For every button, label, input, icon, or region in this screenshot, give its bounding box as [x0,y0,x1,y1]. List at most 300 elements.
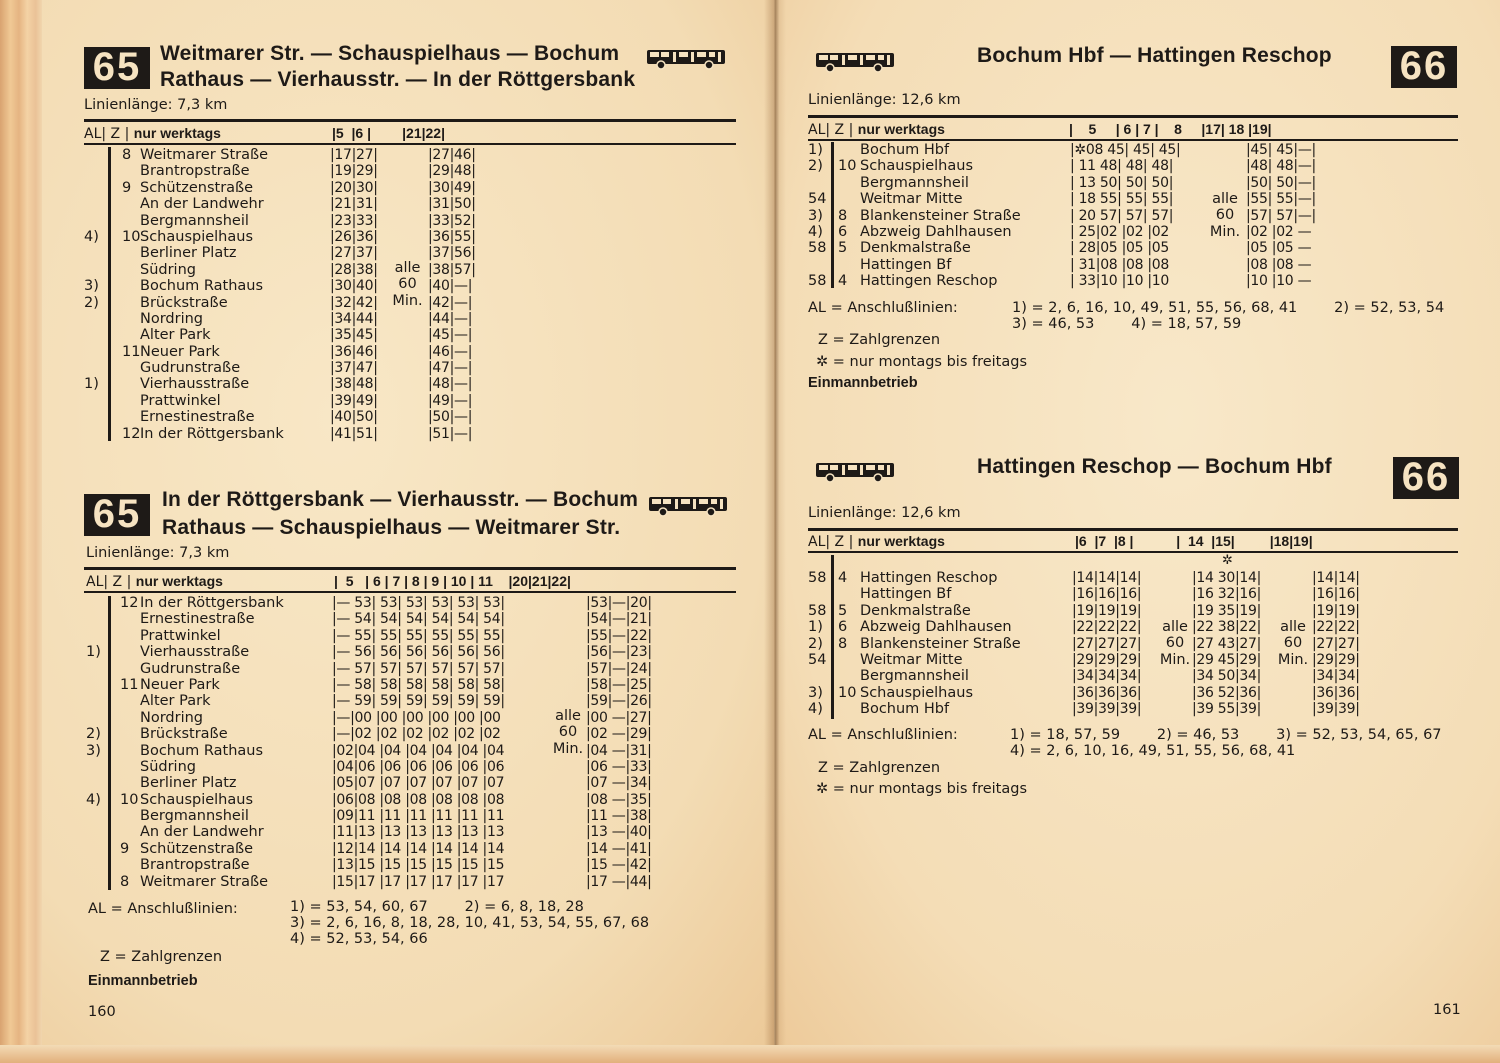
interval-unit: Min. [1277,651,1309,668]
route-title-line2: Rathaus — Schauspielhaus — Weitmarer Str. [162,516,621,539]
fare-zone: 9 [120,840,130,857]
connection-ref: 4) [86,791,101,808]
timetable-row [808,619,1458,635]
interval-minutes: 60 [1283,635,1303,652]
timetable-row [86,595,736,611]
departure-times: |✲08 45| 45| 45| [1070,142,1181,158]
one-man-operation: Einmannbetrieb [808,375,918,391]
column-header [808,120,945,139]
connection-ref: 1) [808,142,823,158]
connection-ref: 3) [808,207,823,224]
departure-times: |36|46| [330,343,378,360]
divider [808,139,1458,141]
departure-times-late: |39 55|39| [1192,701,1262,718]
departure-times-late: |53|—|20| [586,595,652,611]
departure-times-late: |27|46| [428,147,476,163]
line-badge: 66 [1393,457,1459,499]
fare-zone: 8 [838,207,848,224]
stop-name: Denkmalstraße [860,602,971,619]
stop-name: Nordring [140,310,204,327]
divider [84,567,736,570]
timetable-row [84,147,736,163]
interval-every: alle [1280,619,1306,635]
stop-name: Hattingen Reschop [860,273,998,290]
fare-zones-note: Z = Zahlgrenzen [818,332,941,348]
stop-name: Blankensteiner Straße [860,207,1021,224]
connection-ref: 2) [808,635,823,652]
stop-name: Bergmannsheil [140,808,249,825]
interval-unit: Min. [552,740,584,757]
departure-times: |— 57| 57| 57| 57| 57| 57| [332,660,505,677]
departure-times: |20|30| [330,179,378,196]
timetable-row [84,180,736,196]
fare-zone: 5 [838,602,848,619]
connections-label: AL = Anschlußlinien: [808,727,958,743]
stop-name: Brückstraße [140,726,228,743]
timetable-row [86,792,736,808]
divider [808,551,1458,553]
divider [808,115,1458,118]
timetable-row [86,775,736,791]
departure-times: |11|13 |13 |13 |13 |13 |13 [332,824,505,841]
timetable-row [808,685,1458,701]
departure-times: |23|33| [330,212,378,229]
departure-times-late: |50| 50|—| [1246,174,1316,191]
connections-line-3: 4) = 52, 53, 54, 66 [290,931,428,947]
stop-name: Abzweig Dahlhausen [860,619,1012,636]
timetable-row [808,142,1458,158]
departure-times: | 28|05 |05 |05 [1070,240,1169,257]
route-title-line2: Rathaus — Vierhausstr. — In der Röttgersbank [160,68,636,91]
timetable-row [84,344,736,360]
timetable-row [84,327,736,343]
stop-name: Abzweig Dahlhausen [860,223,1012,240]
route-title: Bochum Hbf — Hattingen Reschop [977,44,1332,67]
timetable-row [84,311,736,327]
stop-name: Weitmar Mitte [860,191,963,208]
hour-columns: | 5 | 6 | 7 | 8 | 9 | 10 | 11 |20|21|22| [334,573,571,589]
stop-name: Neuer Park [140,343,220,360]
timetable-row [84,360,736,376]
weekday-only-star-icon: ✲ [1222,553,1233,568]
departure-times-late: |40|—| [428,278,473,295]
interval-unit: Min. [392,292,423,309]
departure-times-late: |45|—| [428,327,473,344]
timetable-row [84,163,736,179]
fare-zone: 8 [120,873,130,890]
stop-name: Vierhausstraße [140,644,250,661]
fare-zone: 8 [838,635,848,652]
connections-line-2: 3) = 2, 6, 16, 8, 18, 28, 10, 41, 53, 54, 55, 67, 68 [290,915,650,931]
service-days: nur werktags [135,573,223,589]
timetable-row [86,824,736,840]
timetable-row [84,393,736,409]
departure-times-late: |30|49| [428,179,476,196]
departure-times-late: |36 52|36| [1192,684,1262,701]
fare-zone: 4 [838,273,848,290]
stop-name: Alter Park [140,327,211,344]
route-title: Hattingen Reschop — Bochum Hbf [977,455,1332,478]
timetable-row [86,726,736,742]
departure-times-late: |00 —|27| [586,709,652,726]
stop-name: Hattingen Bf [860,256,952,273]
departure-times: |39|39|39| [1072,701,1142,718]
interval-note [543,708,593,757]
fare-zone: 10 [122,228,141,245]
timetable-row [84,426,736,442]
departure-times-late: |29|48| [428,163,476,180]
departure-times: |—|02 |02 |02 |02 |02 |02 [332,726,501,743]
departure-times-late: |05 |05 — [1246,240,1312,257]
divider [84,143,736,145]
al-header: AL| [808,534,831,550]
connections-label: AL = Anschlußlinien: [88,901,238,917]
timetable-row [808,586,1458,602]
departure-times: |16|16|16| [1072,586,1142,603]
interval-minutes: 60 [558,724,578,741]
al-header: AL| [84,126,107,142]
departure-times-late: |17 —|44| [586,873,652,890]
departure-times: | 31|08 |08 |08 [1070,256,1169,273]
fare-zone: 6 [838,619,848,636]
departure-times: |22|22|22| [1072,619,1142,636]
stop-name: In der Röttgersbank [140,595,284,611]
departure-times-evening: |27|27| [1312,635,1360,652]
stop-name: An der Landwehr [140,824,264,841]
interval-minutes: 60 [1165,635,1185,652]
timetable-row [86,841,736,857]
departure-times-late: |08 |08 — [1246,256,1312,273]
stop-name: Bochum Rathaus [140,278,264,295]
book-page-edges [0,0,42,1063]
divider [84,119,736,122]
connection-ref: 4) [84,228,99,245]
departure-times-late: |37|56| [428,245,476,262]
line-length: Linienlänge: 7,3 km [86,545,230,561]
fare-zone: 6 [838,223,848,240]
interval-every: alle [555,708,581,724]
departure-times-late: |04 —|31| [586,742,652,759]
timetable-row [808,652,1458,668]
departure-times: |28|38| [330,261,378,278]
stop-name: Prattwinkel [140,627,221,644]
timetable-row [86,693,736,709]
departure-times: |30|40| [330,278,378,295]
departure-times: | 25|02 |02 |02 [1070,223,1169,240]
timetable-row [86,857,736,873]
departure-times: |05|07 |07 |07 |07 |07 |07 [332,775,505,792]
interval-note [1268,619,1318,668]
timetable-row [808,191,1458,207]
timetable-row [808,273,1458,289]
timetable-row [86,661,736,677]
fare-zone: 12 [120,595,139,611]
departure-times-late: |15 —|42| [586,857,652,874]
departure-times: |19|29| [330,163,378,180]
service-days: nur werktags [857,533,945,549]
stop-name: Berliner Platz [140,245,237,262]
departure-times-evening: |19|19| [1312,602,1360,619]
connection-ref: 58 [808,273,827,290]
fare-zone: 10 [838,158,857,175]
interval-minutes: 60 [1215,207,1235,224]
departure-times-late: |27 43|27| [1192,635,1262,652]
connection-ref: 54 [808,191,827,208]
departure-times-late: |58|—|25| [586,676,652,693]
stop-name: Gudrunstraße [140,660,241,677]
timetable-row [86,611,736,627]
connection-ref: 1) [84,376,99,393]
departure-times-evening: |36|36| [1312,684,1360,701]
column-header [808,532,945,551]
departure-times-late: |42|—| [428,294,473,311]
fare-zone: 9 [122,179,132,196]
stop-name: Bergmannsheil [860,668,969,685]
timetable-row [808,175,1458,191]
departure-times-late: |14 —|41| [586,840,652,857]
departure-times: |— 56| 56| 56| 56| 56| 56| [332,644,505,661]
departure-times-late: |48|—| [428,376,473,393]
interval-note [1200,191,1250,240]
stop-name: Weitmarer Straße [140,873,269,890]
timetable-row [808,257,1458,273]
connection-ref: 58 [808,240,827,257]
column-header [84,124,221,143]
departure-times: |34|44| [330,310,378,327]
connection-ref: 2) [808,158,823,175]
timetable-row [86,628,736,644]
interval-unit: Min. [1159,651,1191,668]
timetable-row [86,759,736,775]
departure-times-evening: |14|14| [1312,570,1360,586]
departure-times: |35|45| [330,327,378,344]
departure-times: |— 54| 54| 54| 54| 54| 54| [332,611,505,628]
departure-times-evening: |34|34| [1312,668,1360,685]
departure-times: | 20 57| 57| 57| [1070,207,1174,224]
departure-times: |37|47| [330,360,378,377]
departure-times: |41|51| [330,425,378,442]
weekday-only-note: ✲ = nur montags bis freitags [816,781,1028,797]
timetable-row [84,376,736,392]
timetable-row [808,158,1458,174]
departure-times: |— 58| 58| 58| 58| 58| 58| [332,676,505,693]
connection-ref: 58 [808,602,827,619]
departure-times: |19|19|19| [1072,602,1142,619]
departure-times: |38|48| [330,376,378,393]
bus-icon [815,51,895,73]
departure-times: |39|49| [330,392,378,409]
connection-ref: 4) [808,223,823,240]
interval-note [380,260,435,309]
departure-times: |15|17 |17 |17 |17 |17 |17 [332,873,505,890]
departure-times: |04|06 |06 |06 |06 |06 |06 [332,758,505,775]
departure-times-late: |55| 55|—| [1246,191,1316,208]
stop-name: Prattwinkel [140,392,221,409]
stop-name: Neuer Park [140,676,220,693]
departure-times-late: |34 50|34| [1192,668,1262,685]
interval-minutes: 60 [398,276,417,293]
departure-times: |29|29|29| [1072,651,1142,668]
route-title-line1: In der Röttgersbank — Vierhausstr. — Bochum [162,488,639,511]
stop-name: Bochum Hbf [860,142,950,158]
interval-every: alle [1162,619,1188,635]
departure-times: | 13 50| 50| 50| [1070,174,1174,191]
interval-note [1150,619,1200,668]
interval-every: alle [394,260,421,276]
departure-times: |26|36| [330,228,378,245]
stop-name: An der Landwehr [140,196,264,213]
column-header [86,572,223,591]
line-badge: 66 [1391,46,1457,88]
departure-times-late: |02 —|29| [586,726,652,743]
stop-name: Bergmannsheil [140,212,249,229]
bus-icon [815,461,895,483]
departure-times: |40|50| [330,409,378,426]
stop-name: Brantropstraße [140,857,250,874]
departure-times: |—|00 |00 |00 |00 |00 |00 [332,709,501,726]
route-title-line1: Weitmarer Str. — Schauspielhaus — Bochum [160,42,620,65]
hour-columns: |5 |6 | |21|22| [332,125,446,141]
stop-name: Weitmarer Straße [140,147,269,163]
stop-name: Schauspielhaus [140,791,253,808]
fare-zone: 12 [122,425,141,442]
book-gutter [764,0,786,1045]
hour-columns: |6 |7 |8 | | 14 |15| |18|19| [1075,533,1313,549]
stop-name: Alter Park [140,693,211,710]
departure-times-evening: |16|16| [1312,586,1360,603]
departure-times-evening: |22|22| [1312,619,1360,636]
departure-times-late: |49|—| [428,392,473,409]
stop-name: Südring [140,261,196,278]
connections-line-2: 3) = 46, 53 4) = 18, 57, 59 [1012,316,1242,332]
timetable-row [86,808,736,824]
stop-name: Bochum Hbf [860,701,950,718]
departure-times: |02|04 |04 |04 |04 |04 |04 [332,742,505,759]
z-header: Z | [834,122,854,138]
departure-times: |12|14 |14 |14 |14 |14 |14 [332,840,505,857]
departure-times-late: |14 30|14| [1192,570,1262,586]
stop-name: Schützenstraße [140,179,254,196]
departure-times-late: |46|—| [428,343,473,360]
departure-times-late: |55|—|22| [586,627,652,644]
connections-line-1: 1) = 2, 6, 16, 10, 49, 51, 55, 56, 68, 41 2) = 52, 53, 54 [1012,300,1445,316]
timetable-row [84,229,736,245]
line-length: Linienlänge: 12,6 km [808,92,961,108]
bus-icon [646,48,726,70]
fare-zones-note: Z = Zahlgrenzen [100,949,223,965]
fare-zone: 4 [838,570,848,586]
stop-name: Hattingen Bf [860,586,952,603]
stop-name: Schauspielhaus [140,228,253,245]
fare-zones-note: Z = Zahlgrenzen [818,760,941,776]
departure-times-late: |07 —|34| [586,775,652,792]
divider [84,591,736,593]
timetable-row [86,677,736,693]
line-badge: 65 [84,494,150,536]
departure-times: |32|42| [330,294,378,311]
departure-times-late: |08 —|35| [586,791,652,808]
departure-times-late: |44|—| [428,310,473,327]
departure-times-late: |57| 57|—| [1246,207,1316,224]
stop-name: Denkmalstraße [860,240,971,257]
departure-times-late: |10 |10 — [1246,273,1312,290]
timetable-row [84,196,736,212]
departure-times-late: |56|—|23| [586,644,652,661]
line-badge: 65 [84,47,150,89]
timetable-row [808,603,1458,619]
departure-times: | 33|10 |10 |10 [1070,273,1169,290]
connections-line-1: 1) = 18, 57, 59 2) = 46, 53 3) = 52, 53, 54, 65, 67 [1010,727,1442,743]
departure-times-evening: |29|29| [1312,651,1360,668]
line-length: Linienlänge: 7,3 km [84,97,228,113]
bus-icon [648,495,728,517]
timetable-row [86,740,736,759]
connection-ref: 2) [84,294,99,311]
connection-ref: 3) [84,278,99,295]
departure-times: |09|11 |11 |11 |11 |11 |11 [332,808,505,825]
stop-name: Vierhausstraße [140,376,250,393]
fare-zone: 5 [838,240,848,257]
stop-name: Südring [140,758,196,775]
departure-times-late: |48| 48|—| [1246,158,1316,175]
stop-name: Schauspielhaus [860,684,973,701]
departure-times-late: |36|55| [428,228,476,245]
timetable-row [808,240,1458,256]
departure-times-late: |33|52| [428,212,476,229]
departure-times: |13|15 |15 |15 |15 |15 |15 [332,857,505,874]
departure-times-late: |13 —|40| [586,824,652,841]
z-header: Z | [112,574,132,590]
page-number: 161 [1433,1002,1461,1018]
timetable-row [808,208,1458,224]
fare-zone: 10 [838,684,857,701]
stop-name: Nordring [140,709,204,726]
departure-times-late: |11 —|38| [586,808,652,825]
departure-times: |21|31| [330,196,378,213]
departure-times-late: |47|—| [428,360,473,377]
one-man-operation: Einmannbetrieb [88,973,198,989]
stop-name: In der Röttgersbank [140,425,284,442]
departure-times: |36|36|36| [1072,684,1142,701]
connection-ref: 3) [86,742,101,759]
departure-times-late: |02 |02 — [1246,223,1312,240]
stop-name: Schauspielhaus [860,158,973,175]
z-header: Z | [834,534,854,550]
z-header: Z | [110,126,130,142]
stop-name: Brantropstraße [140,163,250,180]
departure-times: |— 53| 53| 53| 53| 53| 53| [332,595,505,611]
book-bottom-edge [0,1045,1500,1063]
connections-line-1: 1) = 53, 54, 60, 67 2) = 6, 8, 18, 28 [290,899,584,915]
departure-times: |27|37| [330,245,378,262]
connection-ref: 2) [86,726,101,743]
stop-name: Weitmar Mitte [860,651,963,668]
fare-zone: 10 [120,791,139,808]
timetable-row [808,701,1458,717]
page-number: 160 [88,1004,116,1020]
departure-times-late: |22 38|22| [1192,619,1262,636]
connection-ref: 4) [808,701,823,718]
fare-zone: 8 [122,147,132,163]
timetable-row [84,409,736,425]
service-days: nur werktags [857,121,945,137]
connection-ref: 58 [808,570,827,586]
timetable-row [808,570,1458,586]
departure-times: |14|14|14| [1072,570,1142,586]
connection-ref: 3) [808,684,823,701]
stop-list [86,595,736,890]
divider [808,528,1458,531]
